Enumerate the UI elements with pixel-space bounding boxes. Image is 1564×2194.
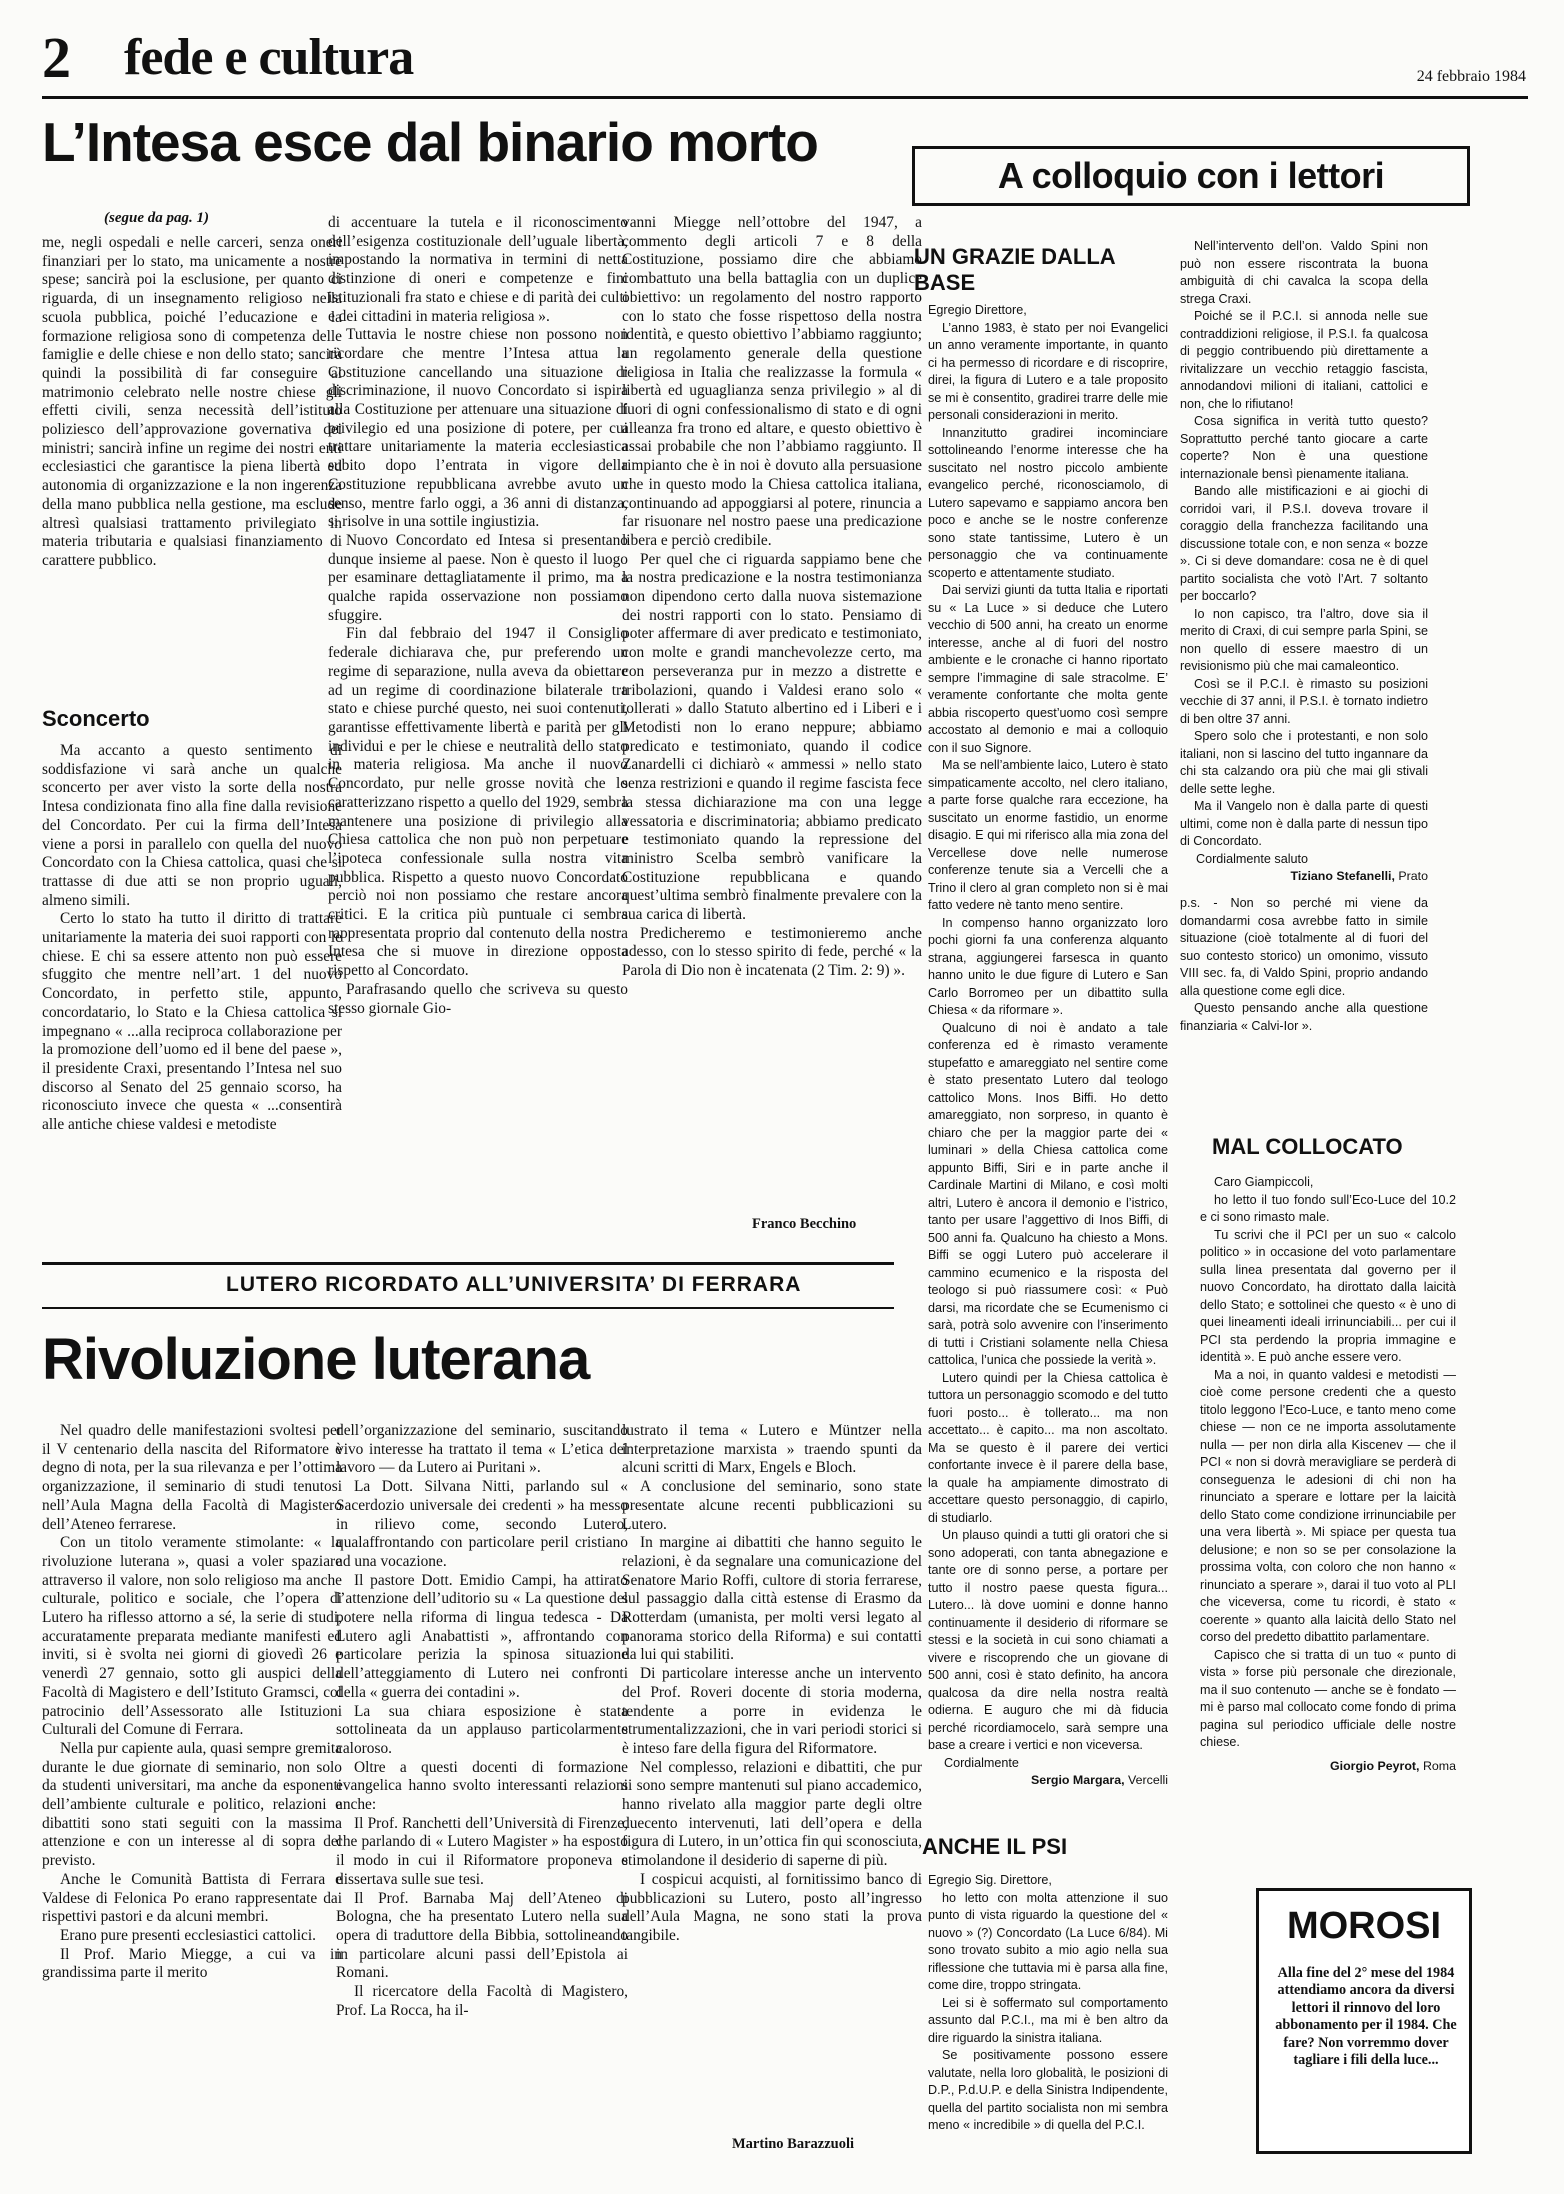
paragraph: Anche le Comunità Battista di Ferrara e Valdese di Felonica Po erano rappresentate dai rispettivi pastori e da alcuni membri.	[42, 1870, 342, 1926]
paragraph: ho letto il tuo fondo sull’Eco-Luce del 10.2 e ci sono rimasto male.	[1200, 1192, 1456, 1224]
paragraph: Nuovo Concordato ed Intesa si presentano dunque insieme al paese. Non è questo il luogo per esaminare dettagliatamente il primo, ma a qualche rapida osservazione non possiamo sfuggire.	[328, 531, 628, 624]
postscript-paragraph: Questo pensando anche alla questione finanziaria « Calvi-Ior ».	[1180, 1001, 1428, 1033]
article-1-title: L’Intesa esce dal binario morto	[42, 111, 818, 173]
letter-1-title: UN GRAZIE DALLA BASE	[914, 244, 1115, 295]
letters-box	[912, 146, 1470, 206]
notice-title: MOROSI	[1286, 1905, 1442, 1947]
paragraph: Predicheremo e testimonieremo anche adesso, con lo stesso spirito di fede, perché « la Parola di Dio non è incatenata (2 Tim. 2: 9) ».	[622, 924, 922, 980]
paragraph: dell’organizzazione del seminario, suscitando vivo interesse ha trattato il tema « L’etica del lavoro — da Lutero ai Puritani ».	[336, 1422, 628, 1477]
paragraph: Il Prof. Barnaba Maj dell’Ateneo di Bologna, che ha presentato Lutero nella sua opera di traduttore della Bibbia, sottolineando in particolare alcuni passi dell’Epistola ai Romani.	[336, 1889, 628, 1982]
signature-name: Giorgio Peyrot,	[1329, 1758, 1420, 1773]
article-1-column-2	[328, 214, 628, 1238]
letter-salutation: Egregio Sig. Direttore,	[928, 1873, 1052, 1887]
paragraph: Ma se nell’ambiente laico, Lutero è stato simpaticamente accolto, nel clero italiano, a parte forse qualche rara eccezione, ha suscitato un enorme fastidio, un enorme disagio. E qui mi riferisco alla mia zona del Vercellese dove nelle numerose conferenze tenute sia a Vercelli che a Trino il clero al gran completo non si è mai fatto vedere nè tanto meno sentire.	[928, 758, 1168, 912]
paragraph: Nell’intervento dell’on. Valdo Spini non può non essere riscontrata la buona ambiguità di chi cavalca la scopa della strega Craxi.	[1180, 239, 1428, 306]
letter-1-body	[928, 302, 1168, 1787]
article-1-subhead: Sconcerto	[42, 706, 150, 731]
article-2-column-2	[336, 1422, 628, 2172]
article-2-top-rule	[42, 1262, 894, 1265]
paragraph: Parafrasando quello che scriveva su questo stesso giornale Gio-	[328, 980, 628, 1017]
paragraph: Oltre a questi docenti di formazione evangelica hanno svolto interessanti relazioni anche:	[336, 1758, 628, 1814]
paragraph: A conclusione del seminario, sono state presentate alcune recenti pubblicazioni su Lutero.	[622, 1478, 922, 1533]
paragraph: Cosa significa in verità tutto questo? Soprattutto perché tanto giocare a carte coperte? Non è una questione internazionale bensì pienamente italiana.	[1180, 414, 1428, 481]
paragraph: Il pastore Dott. Emidio Campi, ha attirato l’attenzione dell’uditorio su « La questione del potere nella riforma di lingua tedesca - Da Lutero agli Anabattisti », affrontando con particolare perizia la spinosa situazione dell’atteggiamento di Lutero nei confronti della « guerra dei contadini ».	[336, 1571, 628, 1701]
paragraph: In margine ai dibattiti che hanno seguito le relazioni, è da segnalare una comunicazione del Senatore Mario Roffi, cultore di storia ferrarese, sul passaggio dalla città estense di Erasmo da Rotterdam (umanista, per molti versi legato al panorama storico della Riforma) e sui contatti da lui qui stabiliti.	[622, 1534, 922, 1664]
paragraph: Nel complesso, relazioni e dibattiti, che pur si sono sempre mantenuti sul piano accademico, hanno rivelato alla maggior parte degli oltre duecento intervenuti, lati dell’opera e della figura di Lutero, in un’ottica fin qui sconosciuta, stimolandone il desiderio di saperne di più.	[622, 1758, 922, 1870]
paragraph: Lutero quindi per la Chiesa cattolica è tuttora un personaggio scomodo e del tutto fuori posto... è tollerato... ma non accettato... è capito... ma non ascoltato. Ma se questo è il parere dei vertici confortante invece è il parere della base, la quale ha ampiamente dimostrato di accettare questo personaggio, di capirlo, di studiarlo.	[928, 1370, 1168, 1525]
paragraph: In compenso hanno organizzato loro pochi giorni fa una conferenza alquanto strana, aggiungerei farsesca in quanto hanno unito le due figure di Lutero e San Carlo Borromeo per un dibattito sulla Chiesa « da riformare ».	[928, 915, 1168, 1017]
masthead	[42, 22, 1532, 92]
letter-2-title: ANCHE IL PSI	[922, 1834, 1068, 1859]
paragraph: Innanzitutto gradirei incominciare sottolineando l’enorme interesse che ha suscitato nel nostro piccolo ambiente evangelico perché, riconosciamolo, di Lutero sapevamo e sappiamo ancora ben poco e anche se le nostre conferenze sono state tantissime, Lutero è un personaggio che va continuamente scoperto e attentamente studiato.	[928, 425, 1168, 580]
paragraph: Qualcuno di noi è andato a tale conferenza ed è rimasto veramente stupefatto e amareggiato nel sentire come è stato presentato Lutero dal teologo cattolico Mons. Inos Biffi. Ho detto amareggiato, non sorpreso, in quanto è chiaro che per la maggior parte dei « luminari » della Chiesa cattolica come appunto Biffi, Siri e in parte anche il Cardinale Martini di Milano, e così molti altri, Lutero è ancora il demonio e l’istrico, tanto per usare l’aggettivo di Inos Biffi, di 500 anni fa. Qualcuno ha chiesto a Mons. Biffi se oggi Lutero può accelerare il cammino ecumenico e la risposta del teologo si può riassumere così: « Può darsi, ma ricordate che se Ecumenismo ci sarà, potrà solo avvenire con l’inserimento di tutti i Cristiani solamente nella Chiesa cattolica, l’unica che possiede la verità ».	[928, 1020, 1168, 1367]
paragraph: Ma a noi, in quanto valdesi e metodisti — cioè come persone credenti che a questo titolo leggono l’Eco-Luce, e tanto meno come chiese — non ce ne importa assolutamente nulla — per non dirla alla Kiscenev — che il PCI « non si dovrà meravigliare se perderà di conseguenza le adesioni di chi non ha rinunciato a sperare e lottare per la laicità dello Stato come condizione irrinunciabile per una vera libertà ». Mi spiace per questa tua delusione; e non so se per consolazione la prossima volta, con coloro che non hanno « rinunciato a sperare », darai il tuo voto al PLI che viceversa, come tu ricordi, è stato « coerente » quanto alla laicità dello Stato nel corso del predetto dibattito parlamentare.	[1200, 1367, 1456, 1644]
paragraph: Un plauso quindi a tutti gli oratori che si sono adoperati, con tanta abnegazione e tante ore di sonno perse, a portare per tutto il nostro paese questa figura... Lutero... là dove uomini e donne hanno continuamente il desiderio di riformare se stessi e la società in cui sono chiamati a vivere e riscoprendo che un giovane di 500 anni, così è stato definito, ha ancora qualcosa da dire nella nostra realtà odierna. E auguro che mi dà fiducia perché ricordiamocelo, sarà sempre una base a creare i vertici e non viceversa.	[928, 1528, 1168, 1752]
paragraph: Nella pur capiente aula, quasi sempre gremita durante le due giornate di seminario, non solo da studenti universitari, ma anche da esponenti dell’ambiente culturale e politico, relazioni e dibattiti sono stati seguiti con la massima attenzione e con un interesse al di sopra del previsto.	[42, 1739, 342, 1870]
paragraph: di accentuare la tutela e il riconoscimento dell’esigenza costituzionale dell’uguale libertà, impostando la normativa in termini di netta distinzione di oneri e competenze e fini istituzionali fra stato e chiese e di parità dei culti e dei cittadini in materia religiosa ».	[328, 214, 628, 325]
article-1-column-3	[622, 214, 922, 1204]
paragraph: Nel quadro delle manifestazioni svoltesi per il V centenario della nascita del Riformatore è degno di nota, per la sua rilevanza e per l’ottima organizzazione, il seminario di studi tenutosi nell’Aula Magna della Facoltà di Magistero dell’Ateneo ferrarese.	[42, 1422, 342, 1533]
letter-3-body	[1200, 1174, 1456, 1834]
article-1-author: Franco Becchino	[752, 1216, 857, 1232]
paragraph: Ma accanto a questo sentimento di soddisfazione vi sarà anche un qualche sconcerto per aver visto la sorte della nostra Intesa condizionata fino alla fine dalla revisione del Concordato. Per cui la firma dell’Intesa viene a porsi in parallelo con quella del nuovo Concordato con la Chiesa cattolica, quasi che si trattasse di due atti se non proprio uguali, almeno simili.	[42, 742, 342, 909]
paragraph: Di particolare interesse anche un intervento del Prof. Roveri docente di storia moderna, tendente a porre in evidenza le strumentalizzazioni, che in vari periodi storici si è inteso fare della figura del Riformatore.	[622, 1665, 922, 1757]
signature-name: Sergio Margara,	[1030, 1773, 1125, 1787]
signature-city: Prato	[1398, 869, 1428, 883]
paragraph: me, negli ospedali e nelle carceri, senza oneri finanziari per lo stato, ma unicamente a nostre spese; sancirà poi la esclusione, per quanto ci riguarda, di un insegnamento religioso nella scuola pubblica, poiché l’educazione e la formazione religiosa sono di competenza delle famiglie e delle chiese e non dello stato; sancirà quindi la possibilità di far conseguire al matrimonio celebrato nelle nostre chiese gli effetti civili, senza necessità dell’istituto poliziesco dell’approvazione governativa dei ministri; sancirà infine un regime dei nostri enti ecclesiastici che garantisce la piena libertà ed autonomia di organizzazione e la non ingerenza della mano pubblica nella gestione, ma esclude altresì qualsiasi trattamento privilegiato in materia tributaria e qualsiasi finanziamento di carattere pubblico.	[42, 234, 342, 569]
paragraph: L’anno 1983, è stato per noi Evangelici un anno veramente importante, in quanto ci ha permesso di ricordare e di riscoprire, direi, la figura di Lutero e a tale proposito se mi è consentito, gradirei trarre delle mie personali considerazioni in merito.	[928, 320, 1168, 422]
letter-salutation: Caro Giampiccoli,	[1214, 1175, 1314, 1189]
paragraph: Il Prof. Ranchetti dell’Università di Firenze, che parlando di « Lutero Magister » ha esposto il modo in cui il Riformatore proponeva e dissertava sulle sue tesi.	[336, 1814, 628, 1888]
paragraph: Bando alle mistificazioni e ai giochi di corridoi vari, il P.S.I. doveva trovare il coraggio della franchezza facilitando una discussione totale con, e non senza « bozze ». Ci si deve domandare: cosa ne è di quel partito socialista che votò l’Art. 7 soltanto per boccarlo?	[1180, 484, 1428, 603]
paragraph: Spero solo che i protestanti, e non solo italiani, non si lascino del tutto ingannare da chi sta calzando ora più che mai gli stivali delle sette leghe.	[1180, 729, 1428, 796]
signature-city: Roma	[1422, 1758, 1456, 1773]
paragraph: La sua chiara esposizione è stata sottolineata da un applauso particolarmente caloroso.	[336, 1702, 628, 1757]
postscript: p.s. - Non so perché mi viene da domandarmi cosa avrebbe fatto in simile situazione (cioè totalmente al di fuori del suo contesto storico) un omonimo, vissuto VIII sec. fa, di Valdo Spini, proprio andando alla questione come egli dice.	[1180, 896, 1428, 998]
paragraph: Certo lo stato ha tutto il diritto di trattare unitariamente la materia dei suoi rapporti con le chiese. E chi sa essere attento non può essere sfuggito che mentre nell’art. 1 del nuovo Concordato, in perfetto stile, appunto, concordatario, lo Stato e la Chiesa cattolica si impegnano « ...alla reciproca collaborazione per la promozione dell’uomo ed il bene del paese », il presidente Craxi, presentando l’Intesa nel suo discorso al Senato del 25 gennaio scorso, ha riconosciuto invece che questa « ...consentirà alle antiche chiese valdesi e metodiste	[42, 910, 342, 1134]
notice-body: Alla fine del 2° mese del 1984 attendiamo ancora da diversi lettori il rinnovo del loro abbonamento per il 1984. Che fare? Non vorremmo dover tagliare i fili della luce...	[1275, 1965, 1457, 2069]
signature-name: Tiziano Stefanelli,	[1290, 869, 1395, 883]
letters-box-title: A colloquio con i lettori	[997, 155, 1385, 196]
article-2-author: Martino Barazzuoli	[732, 2136, 855, 2152]
paragraph: La Dott. Silvana Nitti, parlando sul « Sacerdozio universale dei credenti » ha messo in rilievo come, secondo Lutero, qualaffrontando con particolare peril cristiano ad una vocazione.	[336, 1478, 628, 1570]
paragraph: Così se il P.C.I. è rimasto su posizioni vecchie di 37 anni, il P.S.I. è tornato indietro di ben oltre 37 anni.	[1180, 676, 1428, 726]
letter-2-body-start	[928, 1872, 1168, 2178]
paragraph: Il ricercatore della Facoltà di Magistero, Prof. La Rocca, ha il-	[336, 1983, 628, 2019]
letter-closing: Cordialmente saluto	[1196, 851, 1309, 866]
article-2-kicker: LUTERO RICORDATO ALL’UNIVERSITA’ DI FERRARA	[226, 1273, 802, 1296]
paragraph: Lei si è soffermato sul comportamento assunto dal P.C.I., ma mi è ben altro da dire riguardo la sinistra italiana.	[928, 1995, 1168, 2045]
paragraph: ho letto con molta attenzione il suo punto di vista riguardo la questione del « nuovo » (?) Concordato (La Luce 6/84). Mi sono trovato subito a mio agio nella sua riflessione che tuttavia mi è parsa alla fine, come dire, troppo stringata.	[928, 1890, 1168, 1992]
issue-date: 24 febbraio 1984	[1416, 68, 1526, 85]
notice-box	[1256, 1888, 1472, 2154]
article-1-column-1b	[42, 742, 342, 1242]
paragraph: Capisco che si tratta di un tuo « punto di vista » forse più personale che direzionale, ma il suo contenuto — anche se è fondato — mi è parso mal collocato come fondo di prima pagina sul periodico ufficiale delle nostre chiese.	[1200, 1647, 1456, 1749]
article-2-kicker-rule	[42, 1307, 894, 1309]
paragraph: Ma il Vangelo non è dalla parte di questi ultimi, come non è dalla parte di nessun tipo di Concordato.	[1180, 799, 1428, 848]
paragraph: I cospicui acquisti, al fornitissimo banco di pubblicazioni su Lutero, posto all’ingresso dell’Aula Magna, ne sono stati la prova tangibile.	[622, 1870, 922, 1944]
paragraph: Il Prof. Mario Miegge, a cui va in grandissima parte il merito	[42, 1945, 342, 1982]
letter-salutation: Egregio Direttore,	[928, 303, 1027, 317]
paragraph: Per quel che ci riguarda sappiamo bene che la nostra predicazione e la nostra testimonianza non dipendono certo dalla nuova sistemazione dei nostri rapporti con lo stato. Pensiamo di poter affermare di aver predicato e testimoniato, con molte e grandi manchevolezze certo, ma con perseveranza pur in mezzo a distrette e tribolazioni, quando i Valdesi erano solo « tollerati » dallo Statuto albertino ed i Liberi e i Metodisti non lo erano neppure; abbiamo predicato e testimoniato, quando il codice Zanardelli ci dichiarò « ammessi » nello stato senza restrizioni e quando il regime fascista fece la stessa dichiarazione ma con una legge vessatoria e discriminatoria; abbiamo predicato e testimoniato quando la repressione del ministro Scelba sembrò vanificare la Costituzione repubblicana e quando quest’ultima sembrò finalmente prevalere con la sua carica di libertà.	[622, 550, 922, 924]
article-1-column-1	[42, 234, 342, 674]
letter-signature	[1200, 1758, 1456, 1775]
letter-closing: Cordialmente	[944, 1755, 1019, 1770]
paragraph: Poiché se il P.C.I. si annoda nelle sue contraddizioni religiose, il P.S.I. fa qualcosa di peggio contribuendo più direttamente a rivitalizzare un vecchio retaggio fascista, annodandovi milioni di italiani, cattolici e non, che lo rifiutano!	[1180, 309, 1428, 411]
article-2-column-3	[622, 1422, 922, 2128]
paragraph: Se positivamente possono essere valutate, nella loro globalità, le posizioni di D.P., P.d.U.P. e della Sinistra Indipendente, quella del partito socialista non mi sembra meno « incredibile » di quella del P.C.I.	[928, 2048, 1168, 2132]
letter-3-title: MAL COLLOCATO	[1212, 1134, 1403, 1159]
article-2-title: Rivoluzione luterana	[42, 1327, 590, 1392]
letter-signature	[928, 1772, 1168, 1789]
paragraph: Io non capisco, tra l’altro, dove sia il merito di Craxi, di cui sempre parla Spini, se non quello di essere maestro di un revisionismo più che mai camaleontico.	[1180, 606, 1428, 673]
article-2-column-1	[42, 1422, 342, 2172]
page-number: 2	[42, 25, 71, 90]
letter-signature	[1180, 868, 1428, 885]
section-title: fede e cultura	[124, 29, 414, 86]
paragraph: Tuttavia le nostre chiese non possono non ricordare che mentre l’Intesa attua la Costituzione cancellando una situazione di discriminazione, il nuovo Concordato si ispira alla Costituzione per attenuare una situazione di privilegio ed una posizione di potere, per cui trattare unitariamente la materia ecclesiastica subito dopo l’entrata in vigore della Costituzione repubblicana avrebbe avuto un senso, mentre farlo oggi, a 36 anni di distanza, si risolve in una sottile ingiustizia.	[328, 326, 628, 531]
continued-note: (segue da pag. 1)	[104, 210, 209, 226]
signature-city: Vercelli	[1128, 1773, 1168, 1787]
paragraph: vanni Miegge nell’ottobre del 1947, a commento degli articoli 7 e 8 della Costituzione, possiamo dire che abbiamo combattuto una bella battaglia con un duplice obiettivo: un regolamento del nostro rapporto con lo stato che fosse rispettoso della nostra identità, e questo obiettivo l’abbiamo raggiunto; un regolamento generale della questione religiosa in Italia che realizzasse la formula « libertà ed uguaglianza senza privilegio » al di fuori di ogni confessionalismo di stato e di ogni alleanza fra trono ed altare, e questo obiettivo è assai probabile che non l’abbiamo raggiunto. Il rimpianto che è in noi è dovuto alla persuasione che in questo modo la Chiesa cattolica italiana, continuando ad appoggiarsi al potere, rinuncia a far risuonare nel nostro paese una predicazione libera e perciò credibile.	[622, 214, 922, 549]
paragraph: Fin dal febbraio del 1947 il Consiglio federale dichiarava che, pur preferendo un regime di separazione, nulla aveva da obiettare ad un regime di coordinazione bilaterale tra stato e chiese purché questo, nei suoi contenuti, garantisse effettivamente libertà e parità per gli individui e per le chiese e neutralità dello stato in materia religiosa. Ma anche il nuovo Concordato, pur nelle grosse novità che lo caratterizzano rispetto a quello del 1929, sembra mantenere una posizione di privilegio alla Chiesa cattolica che non può non perpetuare l’ipoteca confessionale sulla nostra vita pubblica. Rispetto a questo nuovo Concordato perciò noi non possiamo che restare ancora critici. E la critica più puntuale ci sembra rappresentata proprio dal contenuto della nostra Intesa che si muove in direzione opposta rispetto al Concordato.	[328, 625, 628, 980]
letter-2-body-continued	[1180, 238, 1428, 1078]
paragraph: Con un titolo veramente stimolante: « la rivoluzione luterana », quasi a voler spaziare attraverso il valore, non solo religioso ma anche culturale, politico e sociale, che l’opera di Lutero ha riflesso attorno a sé, la serie di studi, accuratamente preparata mediante manifesti ed inviti, si è svolta nei giorni di giovedì 26 e venerdì 27 gennaio, sotto gli auspici della Facoltà di Magistero e dell’Istituto Gramsci, col patrocinio dell’Assessorato alle Istituzioni Culturali del Comune di Ferrara.	[42, 1534, 342, 1739]
masthead-rule	[42, 96, 1528, 99]
paragraph: lustrato il tema « Lutero e Müntzer nella interpretazione marxista » traendo spunti da alcuni scritti di Marx, Engels e Bloch.	[622, 1422, 922, 1477]
paragraph: Erano pure presenti ecclesiastici cattolici.	[60, 1926, 316, 1944]
paragraph: Tu scrivi che il PCI per un suo « calcolo politico » in occasione del voto parlamentare sulla linea presentata dal governo per il nuovo Concordato, ha dirottato dalla laicità dello Stato; e sottolinei che questo « è uno di quei lineamenti ideali irrinunciabili... per cui il PCI sta perdendo la propria immagine e identità ». E può anche essere vero.	[1200, 1227, 1456, 1364]
paragraph: Dai servizi giunti da tutta Italia e riportati su « La Luce » si deduce che Lutero vecchio di 500 anni, ha creato un enorme interesse, anche al di fuori del nostro ambiente e le cronache ci hanno riportato sempre l’immagine di sale stracolme. E’ veramente confortante che molta gente abbia riscoperto quest’uomo così sempre accostato al demonio e mai a colloquio con il suo Signore.	[928, 583, 1168, 755]
